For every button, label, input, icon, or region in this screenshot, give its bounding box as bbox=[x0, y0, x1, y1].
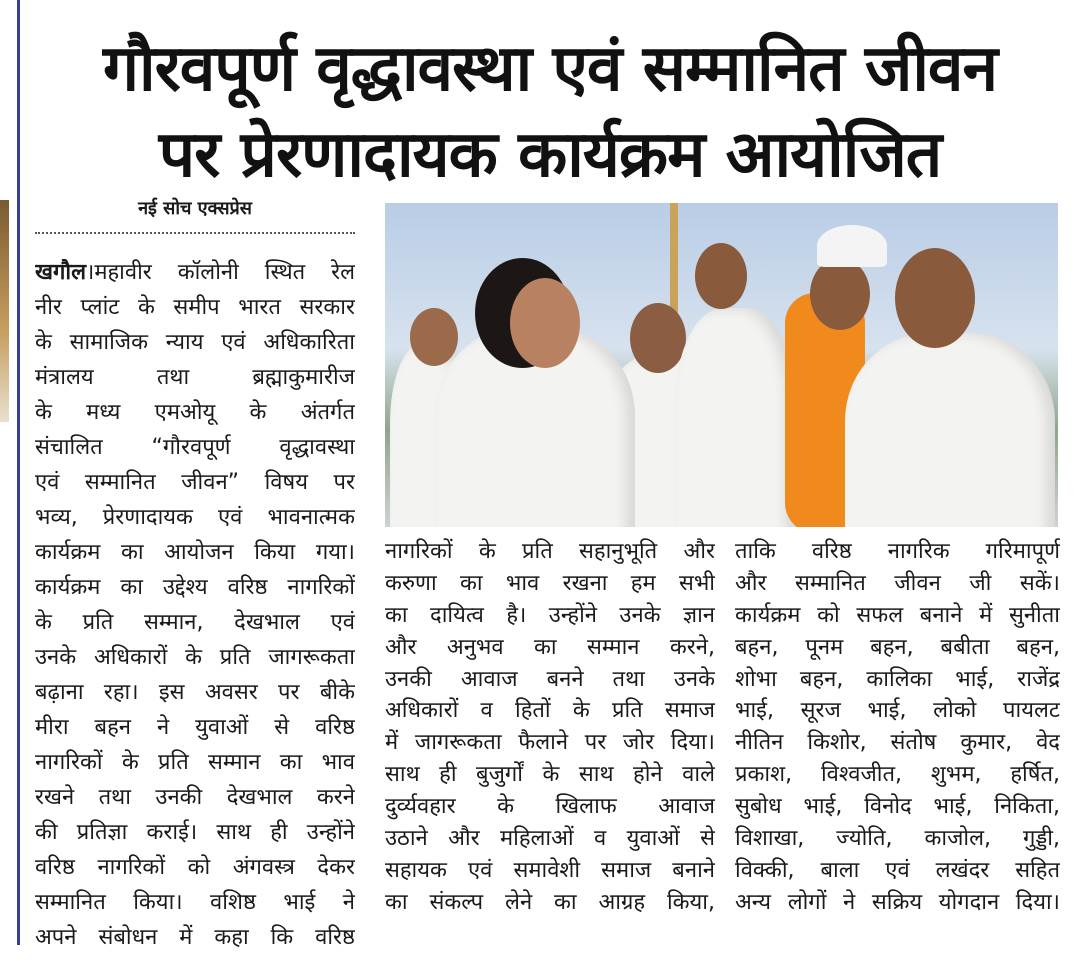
text-line: कार्यक्रम का आयोजन किया गया। bbox=[35, 540, 355, 565]
text-line: संचालित “गौरवपूर्ण वृद्धावस्था bbox=[35, 435, 355, 460]
text-line: बढ़ाना रहा। इस अवसर पर बीके bbox=[35, 680, 355, 705]
photo-face bbox=[510, 278, 580, 368]
text-line: नीतिन किशोर, संतोष कुमार, वेद bbox=[735, 730, 1060, 756]
text-line: कार्यक्रम को सफल बनाने में सुनीता bbox=[735, 602, 1060, 628]
text-line: मंत्रालय तथा ब्रह्माकुमारीज bbox=[35, 365, 355, 390]
text-line: की प्रतिज्ञा कराई। साथ ही उन्होंने bbox=[35, 820, 355, 845]
text-line: का दायित्व है। उन्होंने उनके ज्ञान bbox=[385, 602, 715, 628]
article-column-1 bbox=[35, 255, 355, 955]
text-line: बहन, पूनम बहन, बबीता बहन, bbox=[735, 634, 1060, 660]
text-line: प्रकाश, विश्वजीत, शुभम, हर्षित, bbox=[735, 762, 1060, 788]
text-line: का संकल्प लेने का आग्रह किया, bbox=[385, 889, 715, 915]
text-line: रखने तथा उनकी देखभाल करने bbox=[35, 785, 355, 810]
photo-head bbox=[695, 243, 747, 309]
text-line: विक्की, बाला एवं लखंदर सहित bbox=[735, 857, 1060, 883]
dateline-place: खगौल bbox=[35, 260, 86, 285]
column-rule bbox=[17, 0, 20, 945]
text-line: सहायक एवं समावेशी समाज बनाने bbox=[385, 857, 715, 883]
photo-head bbox=[630, 303, 686, 373]
text-line: और सम्मानित जीवन जी सकें। bbox=[735, 570, 1060, 596]
text-line: सम्मानित किया। वशिष्ठ भाई ने bbox=[35, 890, 355, 915]
headline-line-1: गौरवपूर्ण वृद्धावस्था एवं सम्मानित जीवन bbox=[102, 32, 998, 106]
text-line: कार्यक्रम का उद्देश्य वरिष्ठ नागरिकों bbox=[35, 575, 355, 600]
article-column-3 bbox=[735, 536, 1060, 919]
text-line: भव्य, प्रेरणादायक एवं भावनात्मक bbox=[35, 505, 355, 530]
adjacent-article-photo-edge bbox=[0, 200, 9, 422]
text-line: नागरिकों के प्रति सहानुभूति और bbox=[385, 539, 715, 564]
text-line: अन्य लोगों ने सक्रिय योगदान दिया। bbox=[735, 889, 1060, 915]
text-line: नीर प्लांट के समीप भारत सरकार bbox=[35, 295, 355, 320]
text-line-rest: ।महावीर कॉलोनी स्थित रेल bbox=[86, 260, 355, 285]
text-line: और अनुभव का सम्मान करने, bbox=[385, 634, 715, 660]
dotted-divider bbox=[35, 232, 355, 234]
photo-head bbox=[895, 248, 975, 348]
headline-line-2: पर प्रेरणादायक कार्यक्रम आयोजित bbox=[158, 118, 942, 192]
photo-head bbox=[410, 308, 458, 366]
text-line: उठाने और महिलाओं व युवाओं से bbox=[385, 826, 715, 852]
article-column-2 bbox=[385, 536, 715, 919]
text-line: उनकी आवाज बनने तथा उनके bbox=[385, 666, 715, 692]
photo-pole bbox=[670, 203, 678, 323]
text-line: दुर्व्यवहार के खिलाफ आवाज bbox=[385, 794, 715, 820]
photo-person bbox=[675, 308, 795, 527]
text-line: में जागरूकता फैलाने पर जोर दिया। bbox=[385, 730, 715, 756]
text-line: एवं सम्मानित जीवन” विषय पर bbox=[35, 470, 355, 495]
text-line: शोभा बहन, कालिका भाई, राजेंद्र bbox=[735, 666, 1060, 692]
text-line: उनके अधिकारों के प्रति जागरूकता bbox=[35, 645, 355, 670]
text-line: के सामाजिक न्याय एवं अधिकारिता bbox=[35, 330, 355, 355]
photo-cap bbox=[817, 225, 887, 267]
text-line: भाई, सूरज भाई, लोको पायलट bbox=[735, 698, 1060, 724]
text-line: करुणा का भाव रखना हम सभी bbox=[385, 570, 715, 596]
text-line: के मध्य एमओयू के अंतर्गत bbox=[35, 400, 355, 425]
text-line: ताकि वरिष्ठ नागरिक गरिमापूर्ण bbox=[735, 539, 1060, 564]
text-line: विशाखा, ज्योति, काजोल, गुड्डी, bbox=[735, 826, 1060, 852]
text-line: सुबोध भाई, विनोद भाई, निकिता, bbox=[735, 794, 1060, 820]
text-line bbox=[35, 255, 355, 290]
byline: नई सोच एक्सप्रेस bbox=[138, 198, 252, 219]
text-line: नागरिकों के प्रति सम्मान का भाव bbox=[35, 750, 355, 775]
text-line: अपने संबोधन में कहा कि वरिष्ठ bbox=[35, 925, 355, 950]
text-line: वरिष्ठ नागरिकों को अंगवस्त्र देकर bbox=[35, 855, 355, 880]
event-photo bbox=[385, 203, 1058, 527]
photo-person bbox=[845, 333, 1055, 527]
text-line: साथ ही बुजुर्गों के साथ होने वाले bbox=[385, 762, 715, 788]
text-line: अधिकारों व हितों के प्रति समाज bbox=[385, 698, 715, 724]
photo-head bbox=[810, 258, 870, 330]
text-line: के प्रति सम्मान, देखभाल एवं bbox=[35, 610, 355, 635]
text-line: मीरा बहन ने युवाओं से वरिष्ठ bbox=[35, 715, 355, 740]
